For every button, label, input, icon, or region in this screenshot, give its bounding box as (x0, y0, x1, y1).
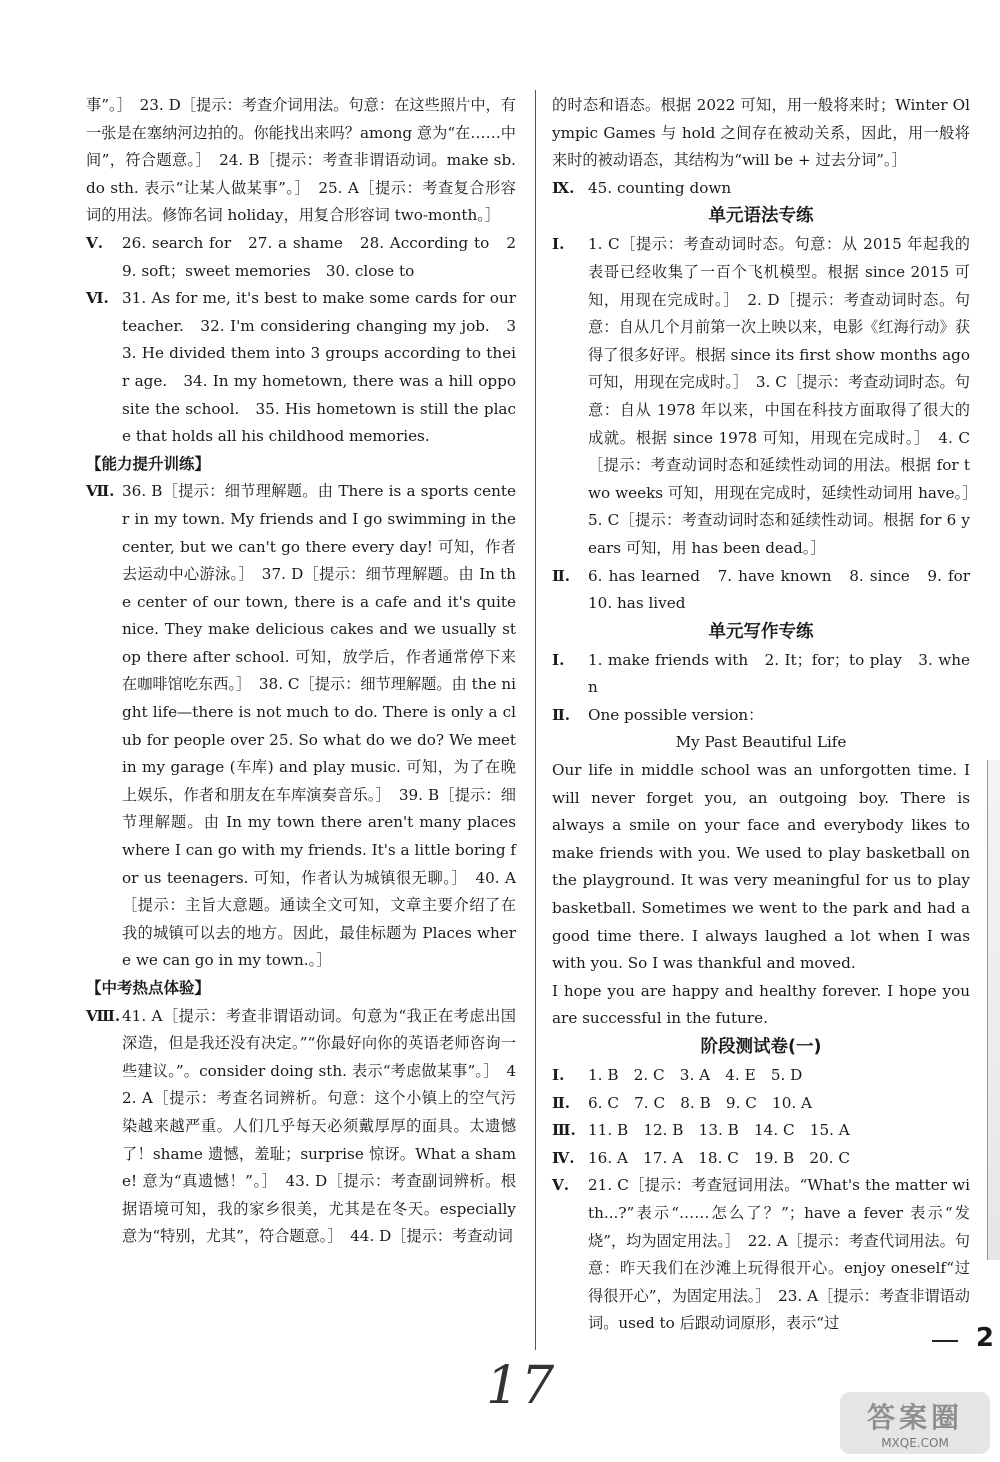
section-text: 1. make friends with 2. It；for；to play 3. when (588, 650, 970, 697)
right-column (552, 92, 986, 1338)
answer-section (552, 175, 970, 203)
section-text: 41. A［提示：考查非谓语动词。句意为“我正在考虑出国深造，但是我还没有决定。”“你最好向你的英语老师咨询一些建议。”。consider doing sth. 表示“考虑做某事”。］ 42. A［提示：考查名词辨析。句意：这个小镇上的空气污染越来越严重。人们几乎每天必须戴厚厚的面具。太遗憾了！shame 遗憾，羞耻；surprise 惊讶。What a shame! 意为“真遗憾！”。］ 43. D［提示：考查副词辨析。根据语境可知，我的家乡很美，尤其是在冬天。especially 意为“特别，尤其”，符合题意。］ 44. D［提示：考查动词 (122, 1006, 516, 1246)
section-text: 6. C 7. C 8. B 9. C 10. A (588, 1093, 812, 1112)
section-numeral: Ⅶ. (86, 482, 115, 501)
section-numeral: Ⅴ. (552, 1176, 570, 1195)
handwritten-mark: 17 (486, 1356, 557, 1416)
section-numeral: Ⅱ. (552, 705, 571, 724)
answer-section (552, 1172, 970, 1338)
answer-section (552, 647, 970, 702)
page-edge (987, 760, 1000, 1260)
section-text: 11. B 12. B 13. B 14. C 15. A (588, 1121, 850, 1140)
section-title: 单元写作专练 (708, 621, 814, 642)
section-numeral: Ⅲ. (552, 1121, 576, 1140)
section-numeral: Ⅷ. (86, 1006, 121, 1025)
section-text: 36. B［提示：细节理解题。由 There is a sports center in my town. My friends and I go swimming in the center, but we can't go there every day! 可知，作者去运动中心游泳。］ 37. D［提示：细节理解题。由 In the center of our town, there is a cafe and it's quite nice. They make delicious cakes and we usually stop there after school. 可知，放学后，作者通常停下来在咖啡馆吃东西。］ 38. C［提示：细节理解题。由 the night life—there is not much to do. There is only a club for people over 25. So what do we do? We meet in my garage (车库) and play music. 可知，为了在晚上娱乐，作者和朋友在车库演奏音乐。］ 39. B［提示：细节理解题。由 In my town there aren't many places where I can go with my friends. It's a little boring for us teenagers. 可知，作者认为城镇很无聊。］ 40. A［提示：主旨大意题。通读全文可知，文章主要介绍了在我的城镇可以去的地方。因此，最佳标题为 Places where we can go in my town.。］ (122, 482, 516, 970)
answer-paragraph: 事”。］ 23. D［提示：考查介词用法。句意：在这些照片中，有一张是在塞纳河边拍的。你能找出来吗？among 意为“在……中间”，符合题意。］ 24. B［提示：考查非谓语动词。make sb. do sth. 表示“让某人做某事”。］ 25. A［提示：考查复合形容词的用法。修饰名词 holiday，用复合形容词 two-month。］ (86, 96, 516, 225)
answer-section (86, 1003, 516, 1251)
answer-paragraph: 的时态和语态。根据 2022 可知，用一般将来时；Winter Olympic Games 与 hold 之间存在被动关系，因此，用一般将来时的被动语态，其结构为“will be + 过去分词”。］ (552, 96, 970, 170)
section-numeral: Ⅵ. (86, 289, 109, 308)
essay-title: My Past Beautiful Life (675, 733, 847, 752)
answer-section (552, 1117, 970, 1145)
section-text: 6. has learned 7. have known 8. since 9. for 10. has lived (588, 566, 986, 613)
section-numeral: Ⅸ. (552, 178, 575, 197)
section-title: 阶段测试卷(一) (700, 1037, 822, 1057)
section-text: 1. C［提示：考查动词时态。句意：从 2015 年起我的表哥已经收集了一百个飞机模型。根据 since 2015 可知，用现在完成时。］ 2. D［提示：考查动词时态。句意：自从几个月前第一次上映以来，电影《红海行动》获得了很多好评。根据 since its first show months ago 可知，用现在完成时。］ 3. C［提示：考查动词时态。句意：自从 1978 年以来，中国在科技方面取得了很大的成就。根据 since 1978 可知，用现在完成时。］ 4. C［提示：考查动词时态和延续性动词的用法。根据 for two weeks 可知，用现在完成时，延续性动词用 have。］ 5. C［提示：考查动词时态和延续性动词。根据 for 6 years 可知，用 has been dead。］ (588, 235, 986, 557)
section-text: 1. B 2. C 3. A 4. E 5. D (588, 1066, 803, 1084)
page-number-dash (932, 1340, 958, 1342)
watermark-sub: MXQE.COM (881, 1436, 949, 1450)
section-numeral: Ⅰ. (552, 235, 565, 254)
answer-section (86, 285, 516, 451)
answer-section (552, 231, 986, 562)
section-text: 16. A 17. A 18. C 19. B 20. C (588, 1148, 850, 1167)
section-text: 31. As for me, it's best to make some cards for our teacher. 32. I'm considering changing my job. 33. He divided them into 3 groups according to their age. 34. In my hometown, there was a hill opposite the school. 35. His hometown is still the place that holds all his childhood memories. (122, 289, 516, 446)
answer-section (552, 1062, 970, 1090)
watermark-main: 答案圈 (866, 1401, 963, 1434)
left-column (86, 92, 516, 1251)
essay-paragraph: Our life in middle school was an unforgotten time. I will never forget you, an outgoing boy. There is always a smile on your face and everybody likes to make friends with you. We used to play basketball on the playground. It was very meaningful for us to play basketball. Sometimes we went to the park and had a good time there. I always laughed a lot when I was with you. So I was thankful and moved. (552, 761, 970, 973)
section-title: 单元语法专练 (708, 206, 814, 227)
page-number: 2 (975, 1323, 994, 1353)
answer-section (552, 1145, 970, 1173)
section-heading: 【中考热点体验】 (86, 979, 211, 997)
section-text: 26. search for 27. a shame 28. According to 29. soft；sweet memories 30. close to (122, 233, 516, 280)
answer-section (552, 1090, 970, 1118)
section-heading: 【能力提升训练】 (86, 454, 211, 473)
section-numeral: Ⅴ. (86, 233, 104, 252)
section-numeral: Ⅱ. (552, 566, 571, 585)
essay-paragraph: I hope you are happy and healthy forever. I hope you are successful in the future. (552, 981, 970, 1028)
column-divider (535, 90, 536, 1350)
watermark-logo (840, 1392, 990, 1454)
section-text: 21. C［提示：考查冠词用法。“What's the matter with...?”表示“……怎么了？”；have a fever 表示“发烧”，均为固定用法。］ 22. A［提示：考查代词用法。句意：昨天我们在沙滩上玩得很开心。enjoy oneself“过得很开心”，为固定用法。］ 23. A［提示：考查非谓语动词。used to 后跟动词原形，表示“过 (588, 1176, 970, 1333)
section-numeral: Ⅰ. (552, 650, 565, 669)
answer-section (86, 230, 516, 285)
answer-section (552, 702, 970, 730)
section-numeral: Ⅰ. (552, 1066, 565, 1084)
section-text: 45. counting down (588, 178, 732, 197)
answer-section (552, 563, 986, 618)
section-text: One possible version： (588, 705, 764, 724)
section-numeral: Ⅳ. (552, 1148, 575, 1167)
answer-section (86, 478, 516, 975)
section-numeral: Ⅱ. (552, 1093, 571, 1112)
